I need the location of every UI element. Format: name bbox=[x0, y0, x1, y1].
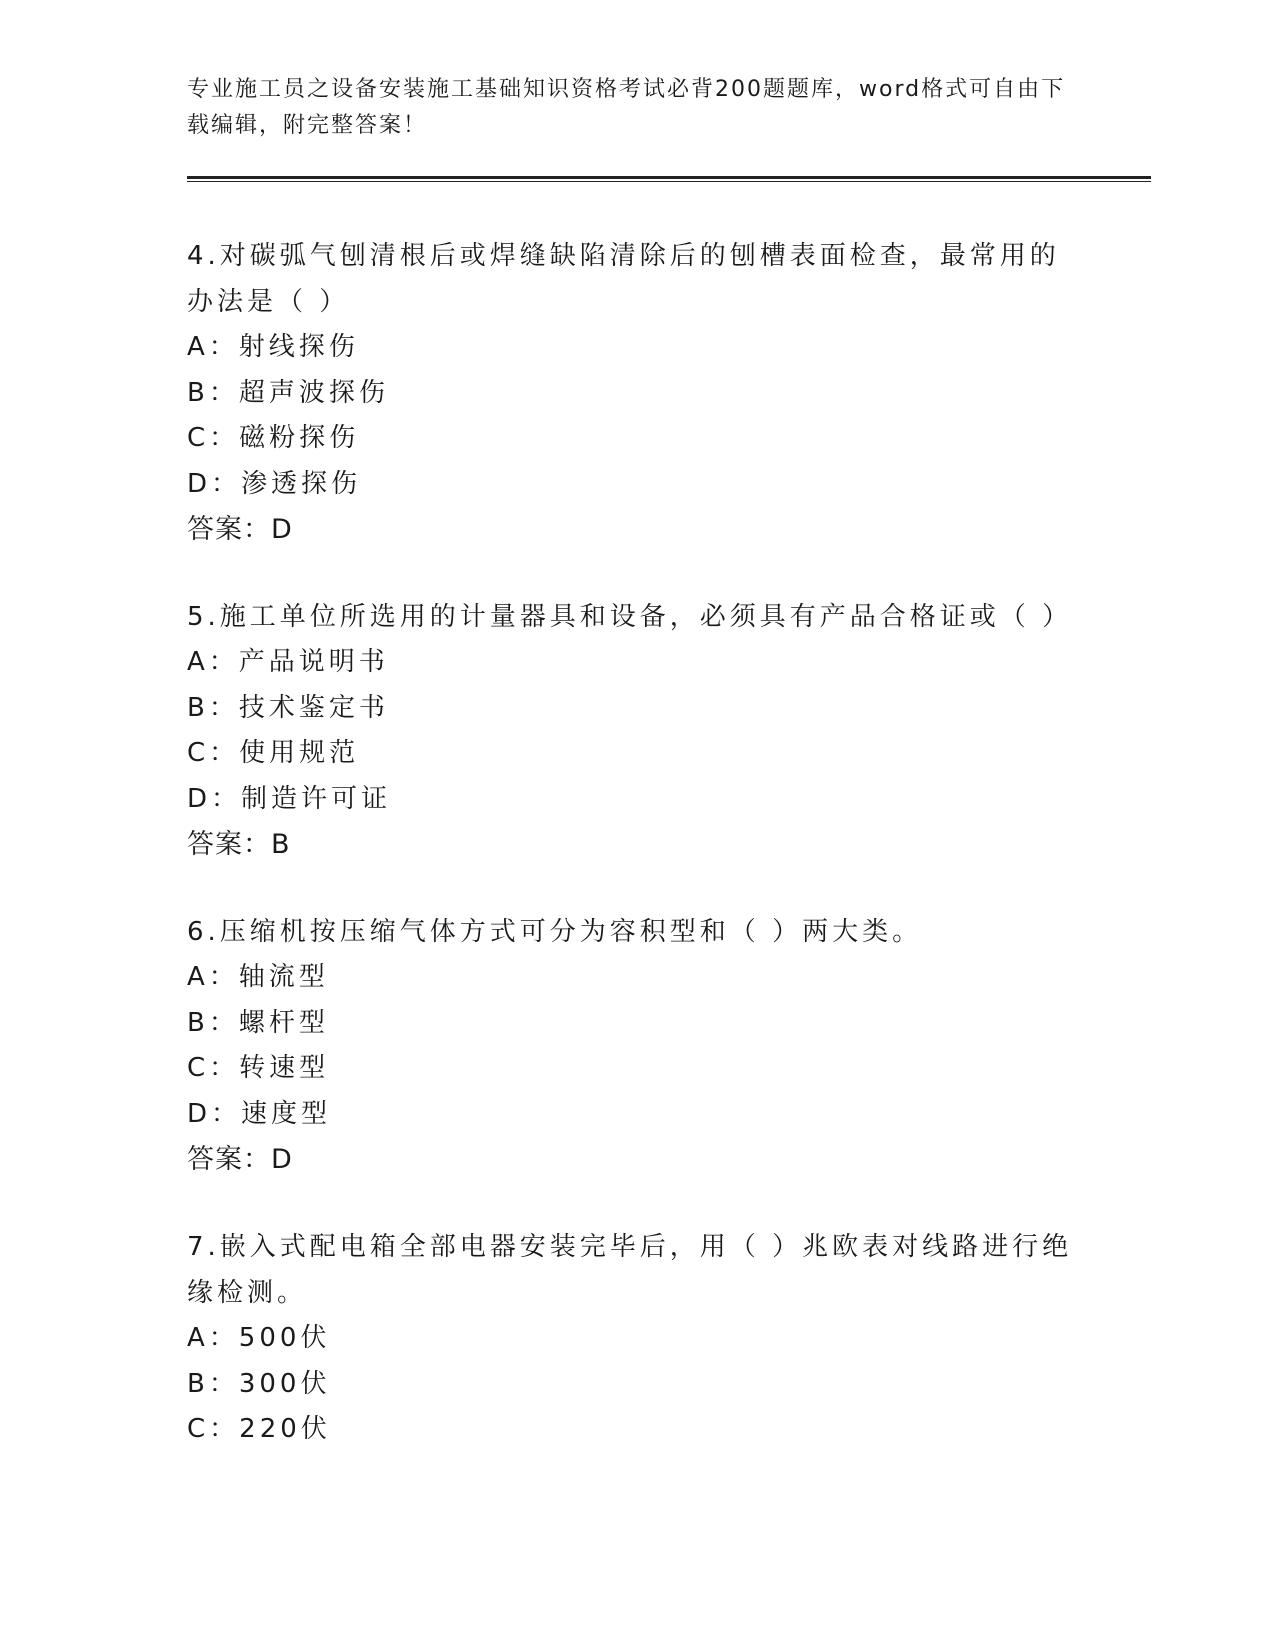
question-item bbox=[187, 233, 1087, 553]
question-stem: 7.嵌入式配电箱全部电器安装完毕后，用（ ）兆欧表对线路进行绝缘检测。 bbox=[187, 1232, 1073, 1308]
option-b: B：技术鉴定书 bbox=[187, 692, 389, 723]
question-item bbox=[187, 594, 1087, 868]
option-d: D：速度型 bbox=[187, 1098, 332, 1129]
answer-line: 答案：D bbox=[187, 514, 293, 545]
option-a: A：轴流型 bbox=[187, 962, 329, 992]
option-b: B：螺杆型 bbox=[187, 1007, 329, 1038]
option-d: D：渗透探伤 bbox=[187, 468, 362, 499]
option-a: A：500伏 bbox=[187, 1323, 331, 1353]
option-b: B：超声波探伤 bbox=[187, 377, 389, 408]
option-a: A：射线探伤 bbox=[187, 332, 359, 362]
question-item bbox=[187, 909, 1087, 1183]
option-d: D：制造许可证 bbox=[187, 783, 392, 814]
question-stem: 5.施工单位所选用的计量器具和设备，必须具有产品合格证或（ ） bbox=[187, 602, 1073, 632]
option-a: A：产品说明书 bbox=[187, 647, 389, 677]
option-c: C：使用规范 bbox=[187, 738, 360, 768]
document-header: 专业施工员之设备安装施工基础知识资格考试必背200题题库，word格式可自由下载编辑，附完整答案！ bbox=[187, 77, 1066, 138]
option-b: B：300伏 bbox=[187, 1368, 331, 1399]
question-stem: 4.对碳弧气刨清根后或焊缝缺陷清除后的刨槽表面检查，最常用的办法是（ ） bbox=[187, 241, 1060, 317]
answer-line: 答案：D bbox=[187, 1144, 293, 1175]
question-list bbox=[187, 233, 1087, 1494]
question-stem: 6.压缩机按压缩气体方式可分为容积型和（ ）两大类。 bbox=[187, 917, 923, 947]
option-c: C：220伏 bbox=[187, 1414, 331, 1444]
answer-line: 答案：B bbox=[187, 829, 291, 860]
question-item bbox=[187, 1224, 1087, 1453]
header-divider bbox=[187, 176, 1151, 182]
option-c: C：转速型 bbox=[187, 1053, 330, 1083]
option-c: C：磁粉探伤 bbox=[187, 423, 360, 453]
